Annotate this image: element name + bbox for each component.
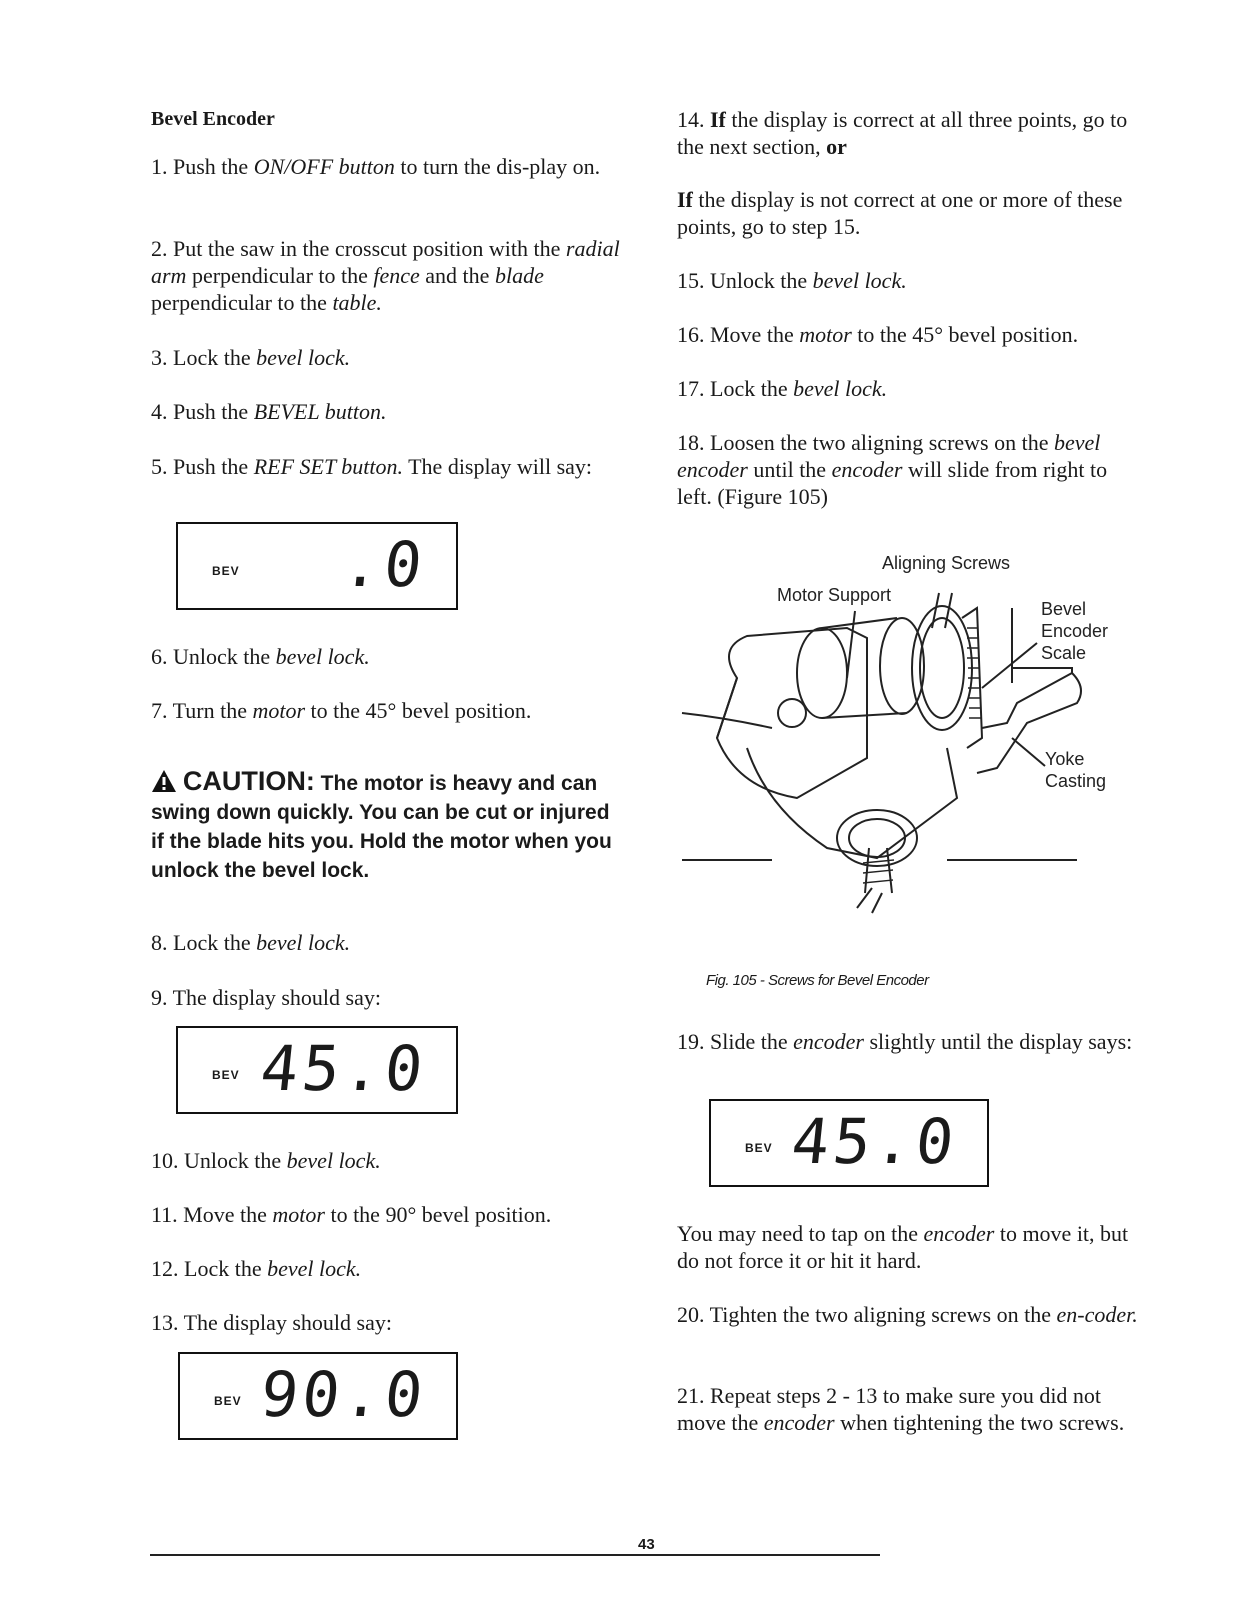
step-21: 21. Repeat steps 2 - 13 to make sure you did not move the encoder when tightening the two screws. (677, 1383, 1125, 1435)
caution-title: CAUTION: (182, 766, 315, 796)
label-aligning-screws: Aligning Screws (882, 553, 1011, 573)
lcd-bev-label: BEV (214, 1394, 242, 1408)
lcd-display-zero (176, 522, 458, 610)
step-2: 2. Put the saw in the crosscut position with the radial arm perpendicular to the fence and the blade perpendicular to the table. (151, 236, 620, 315)
step-3: 3. Lock the bevel lock. (151, 345, 351, 370)
step-17: 17. Lock the bevel lock. (677, 376, 888, 401)
label-yoke-casting: Yoke Casting (1045, 749, 1107, 791)
step-19: 19. Slide the encoder slightly until the display says: (677, 1029, 1133, 1054)
step-6: 6. Unlock the bevel lock. (151, 644, 370, 669)
label-motor-support: Motor Support (777, 585, 892, 605)
step-14-alternate: If the display is not correct at one or more of these points, go to step 15. (677, 187, 1123, 239)
step-15: 15. Unlock the bevel lock. (677, 268, 907, 293)
step-18: 18. Loosen the two aligning screws on the bevel encoder until the encoder will slide from right to left. (Figure 105) (677, 430, 1108, 509)
lcd-readout: 45.0 (787, 1105, 961, 1178)
figure-105 (677, 548, 1147, 928)
label-bevel-encoder-scale: Bevel Encoder Scale (1041, 599, 1109, 663)
step-16: 16. Move the motor to the 45° bevel position. (677, 322, 1079, 347)
lcd-readout: 90.0 (256, 1358, 430, 1431)
step-8: 8. Lock the bevel lock. (151, 930, 351, 955)
step-14: 14. If the display is correct at all three points, go to the next section, or (677, 107, 1128, 159)
lcd-display-45-right (709, 1099, 989, 1187)
page-number: 43 (638, 1536, 655, 1553)
caution-notice (151, 767, 621, 885)
footer-rule (150, 1554, 880, 1556)
lcd-display-45 (176, 1026, 458, 1114)
warning-icon (151, 769, 177, 793)
caution-text: The motor is heavy and can swing down quickly. You can be cut or injured if the blade hits you. Hold the motor when you unlock the bevel lock. (151, 772, 612, 882)
step-9: 9. The display should say: (151, 985, 381, 1010)
lcd-bev-label: BEV (212, 1068, 240, 1082)
step-11: 11. Move the motor to the 90° bevel position. (151, 1202, 552, 1227)
step-20: 20. Tighten the two aligning screws on the en-coder. (677, 1302, 1138, 1327)
step-10: 10. Unlock the bevel lock. (151, 1148, 381, 1173)
figure-caption: Fig. 105 - Screws for Bevel Encoder (706, 972, 929, 989)
lcd-readout: .0 (339, 528, 430, 601)
step-12: 12. Lock the bevel lock. (151, 1256, 362, 1281)
lcd-display-90 (178, 1352, 458, 1440)
lcd-readout: 45.0 (256, 1032, 430, 1105)
section-heading: Bevel Encoder (151, 108, 275, 130)
step-13: 13. The display should say: (151, 1310, 392, 1335)
step-5: 5. Push the REF SET button. The display will say: (151, 454, 593, 479)
step-7: 7. Turn the motor to the 45° bevel position. (151, 698, 532, 723)
lcd-bev-label: BEV (745, 1141, 773, 1155)
step-1: 1. Push the ON/OFF button to turn the dis-play on. (151, 154, 601, 179)
step-4: 4. Push the BEVEL button. (151, 399, 387, 424)
tap-note: You may need to tap on the encoder to move it, but do not force it or hit it hard. (677, 1221, 1129, 1273)
lcd-bev-label: BEV (212, 564, 240, 578)
